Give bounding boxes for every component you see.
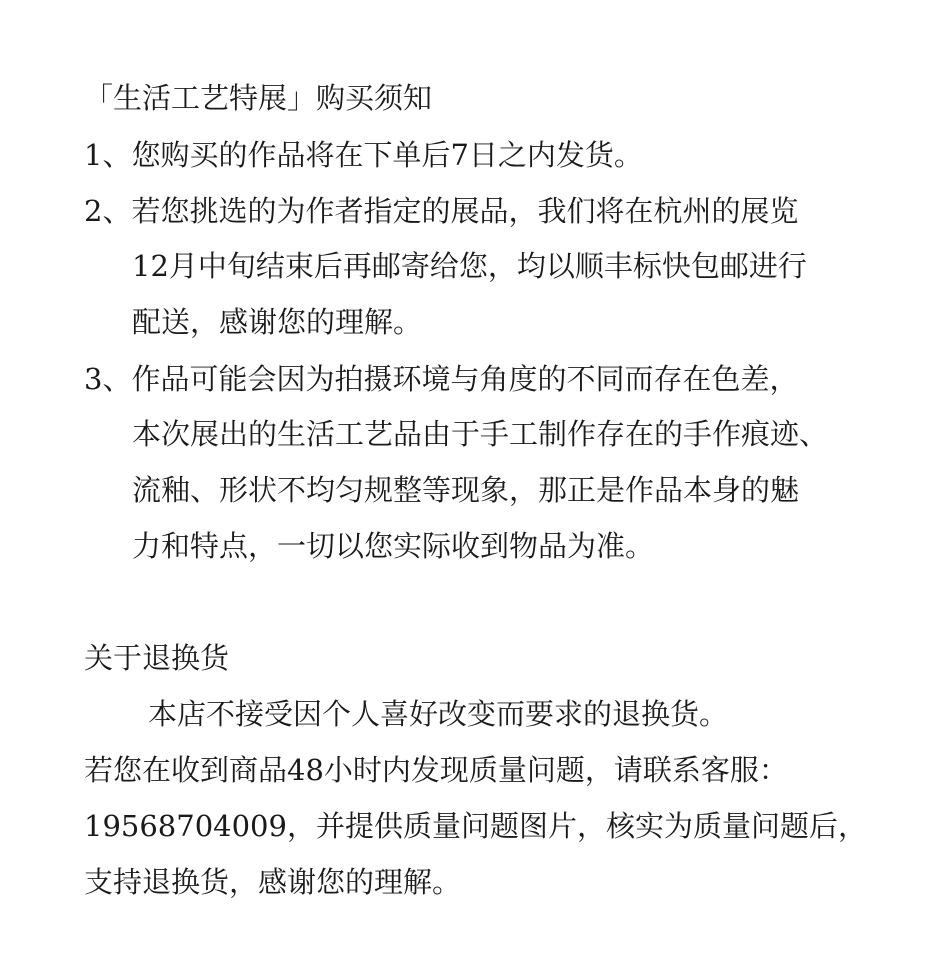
returns-line-1: 本店不接受因个人喜好改变而要求的退换货。 [148,697,729,731]
notice-title: 「生活工艺特展」购买须知 [84,81,433,115]
notice-item-3-line-1: 3、作品可能会因为拍摄环境与角度的不同而存在色差， [84,362,799,396]
notice-item-1-line-1: 1、您购买的作品将在下单后7日之内发货。 [84,138,643,172]
notice-item-2-line-2: 12月中旬结束后再邮寄给您，均以顺丰标快包邮进行 [132,249,807,283]
notice-item-2-line-3: 配送，感谢您的理解。 [132,305,423,339]
notice-item-3-line-2: 本次展出的生活工艺品由于手工制作存在的手作痕迹、 [132,417,829,451]
returns-line-2: 若您在收到商品48小时内发现质量问题，请联系客服： [84,753,788,787]
returns-line-4: 支持退换货，感谢您的理解。 [84,865,462,899]
returns-line-3: 19568704009，并提供质量问题图片，核实为质量问题后， [84,809,867,843]
returns-title: 关于退换货 [84,641,230,675]
notice-item-3-line-3: 流釉、形状不均匀规整等现象，那正是作品本身的魅 [132,473,800,507]
notice-item-2-line-1: 2、若您挑选的为作者指定的展品，我们将在杭州的展览 [84,194,799,228]
notice-item-3-line-4: 力和特点，一切以您实际收到物品为准。 [132,529,655,563]
